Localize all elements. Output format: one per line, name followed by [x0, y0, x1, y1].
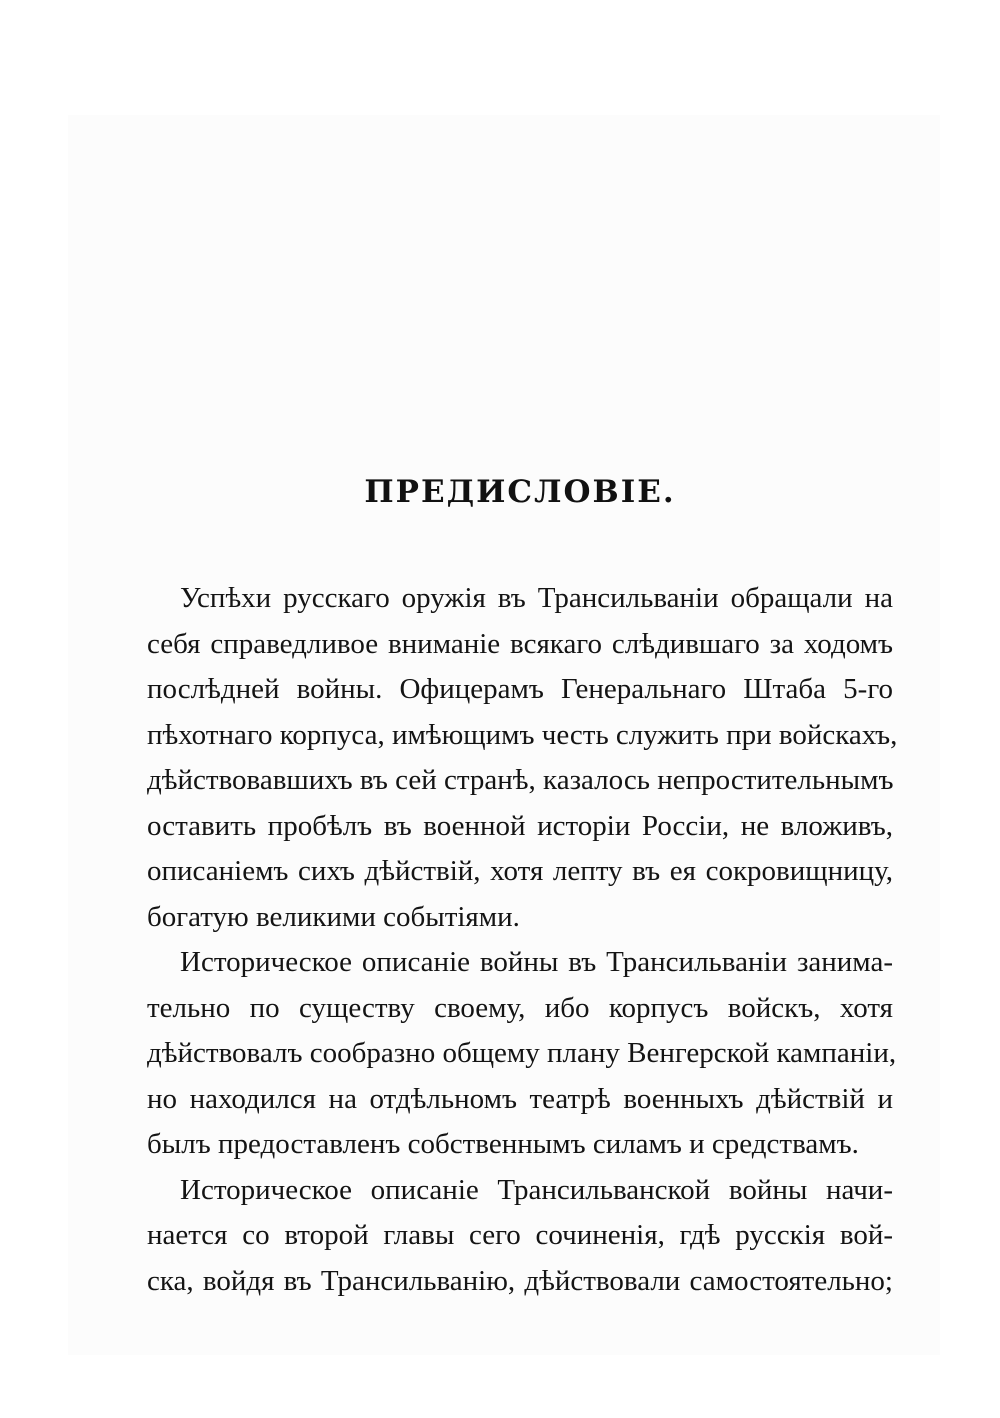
text-line: ска, войдя въ Трансильванію, дѣйствовали самостоятельно; [147, 1264, 893, 1297]
text-line: дѣйствовавшихъ въ сей странѣ, казалось непростительнымъ [147, 764, 894, 796]
text-line: себя справедливое вниманіе всякаго слѣдившаго за ходомъ [147, 627, 893, 660]
text-line: описаніемъ сихъ дѣйствій, хотя лепту въ ея сокровищницу, [147, 855, 893, 887]
body-text [147, 576, 898, 1304]
text-line: богатую великими событіями. [147, 900, 520, 933]
text-line: тельно по существу своему, ибо корпусъ войскъ, хотя [147, 991, 893, 1024]
text-line: былъ предоставленъ собственнымъ силамъ и средствамъ. [147, 1128, 859, 1160]
text-line: нается со второй главы сего сочиненія, гдѣ русскія вой- [147, 1219, 893, 1251]
text-line: Успѣхи русскаго оружія въ Трансильваніи обращали на [180, 582, 893, 614]
text-line: Историческое описаніе Трансильванской войны начи- [180, 1173, 893, 1206]
text-line: послѣдней войны. Офицерамъ Генеральнаго Штаба 5-го [147, 673, 893, 705]
text-line: пѣхотнаго корпуса, имѣющимъ честь служить при войскахъ, [147, 718, 898, 751]
page-title: ПРЕДИСЛОВІЕ. [364, 474, 676, 510]
text-line: дѣйствовалъ сообразно общему плану Венгерской кампаніи, [147, 1037, 897, 1069]
text-line: Историческое описаніе войны въ Трансильваніи занима- [180, 946, 893, 978]
text-line: но находился на отдѣльномъ театрѣ военныхъ дѣйствій и [147, 1082, 893, 1115]
text-line: оставить пробѣлъ въ военной исторіи Россіи, не вложивъ, [147, 809, 893, 842]
